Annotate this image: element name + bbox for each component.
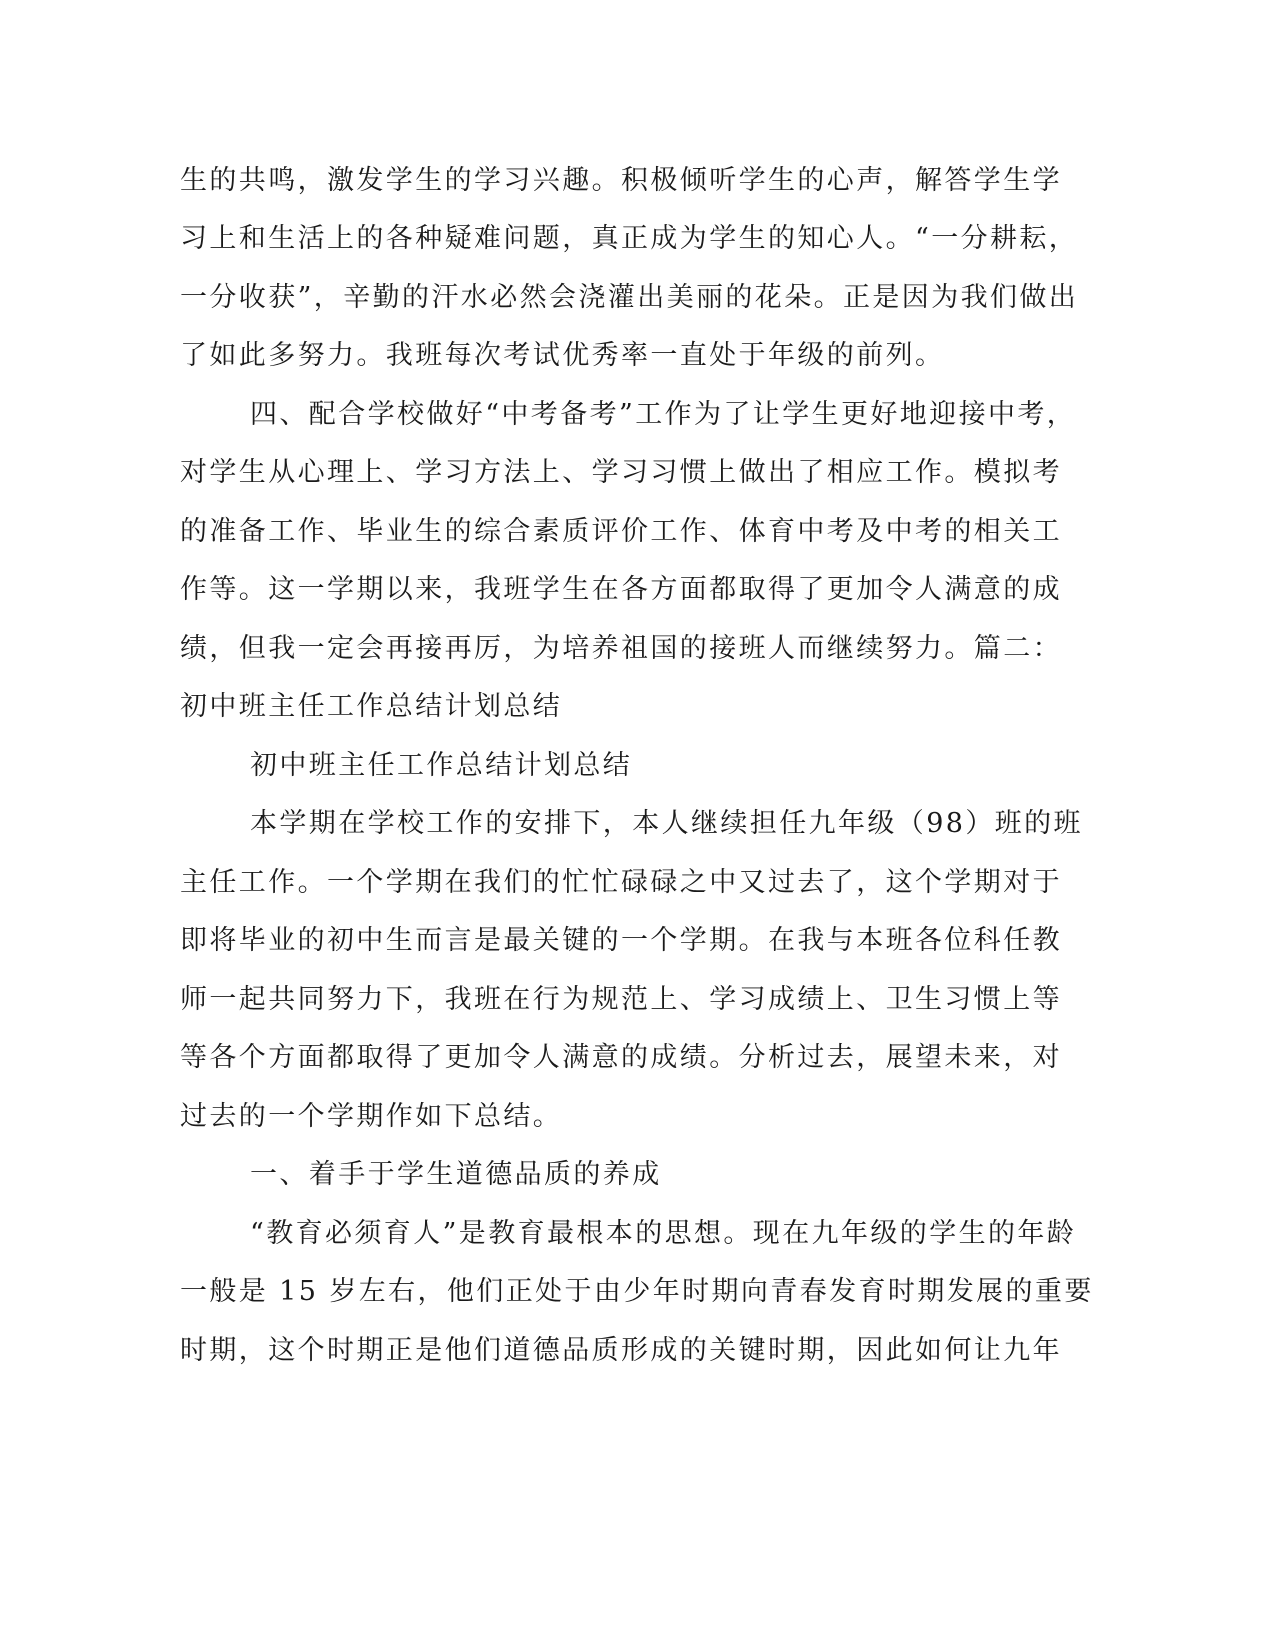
text-line: 过去的一个学期作如下总结。 (180, 1101, 563, 1132)
text-line: 对学生从心理上、学习方法上、学习习惯上做出了相应工作。模拟考 (180, 457, 1062, 488)
text-line: 绩，但我一定会再接再厉，为培养祖国的接班人而继续努力。篇二： (180, 633, 1062, 664)
text-line: 作等。这一学期以来，我班学生在各方面都取得了更加令人满意的成 (180, 574, 1062, 605)
paragraph-start-line: 本学期在学校工作的安排下，本人继续担任九年级（98）班的班 (250, 808, 1083, 839)
text-line: 即将毕业的初中生而言是最关键的一个学期。在我与本班各位科任教 (180, 925, 1062, 956)
text-line: 的准备工作、毕业生的综合素质评价工作、体育中考及中考的相关工 (180, 516, 1062, 547)
text-line: 时期，这个时期正是他们道德品质形成的关键时期，因此如何让九年 (180, 1335, 1062, 1366)
text-line: 生的共鸣，激发学生的学习兴趣。积极倾听学生的心声，解答学生学 (180, 165, 1062, 196)
paragraph-start-line: 四、配合学校做好“中考备考”工作为了让学生更好地迎接中考， (250, 399, 1077, 430)
text-line: 师一起共同努力下，我班在行为规范上、学习成绩上、卫生习惯上等 (180, 984, 1062, 1015)
text-line: 一般是 15 岁左右，他们正处于由少年时期向青春发育时期发展的重要 (180, 1276, 1094, 1307)
section-title: 初中班主任工作总结计划总结 (250, 750, 633, 781)
paragraph-start-line: “教育必须育人”是教育最根本的思想。现在九年级的学生的年龄 (250, 1218, 1077, 1249)
text-line: 一分收获”，辛勤的汗水必然会浇灌出美丽的花朵。正是因为我们做出 (180, 282, 1079, 313)
text-line: 了如此多努力。我班每次考试优秀率一直处于年级的前列。 (180, 340, 945, 371)
section-heading: 一、着手于学生道德品质的养成 (250, 1159, 662, 1190)
text-line: 习上和生活上的各种疑难问题，真正成为学生的知心人。“一分耕耘， (180, 223, 1079, 254)
text-line: 等各个方面都取得了更加令人满意的成绩。分析过去，展望未来，对 (180, 1042, 1062, 1073)
text-line: 初中班主任工作总结计划总结 (180, 691, 563, 722)
text-line: 主任工作。一个学期在我们的忙忙碌碌之中又过去了，这个学期对于 (180, 867, 1062, 898)
